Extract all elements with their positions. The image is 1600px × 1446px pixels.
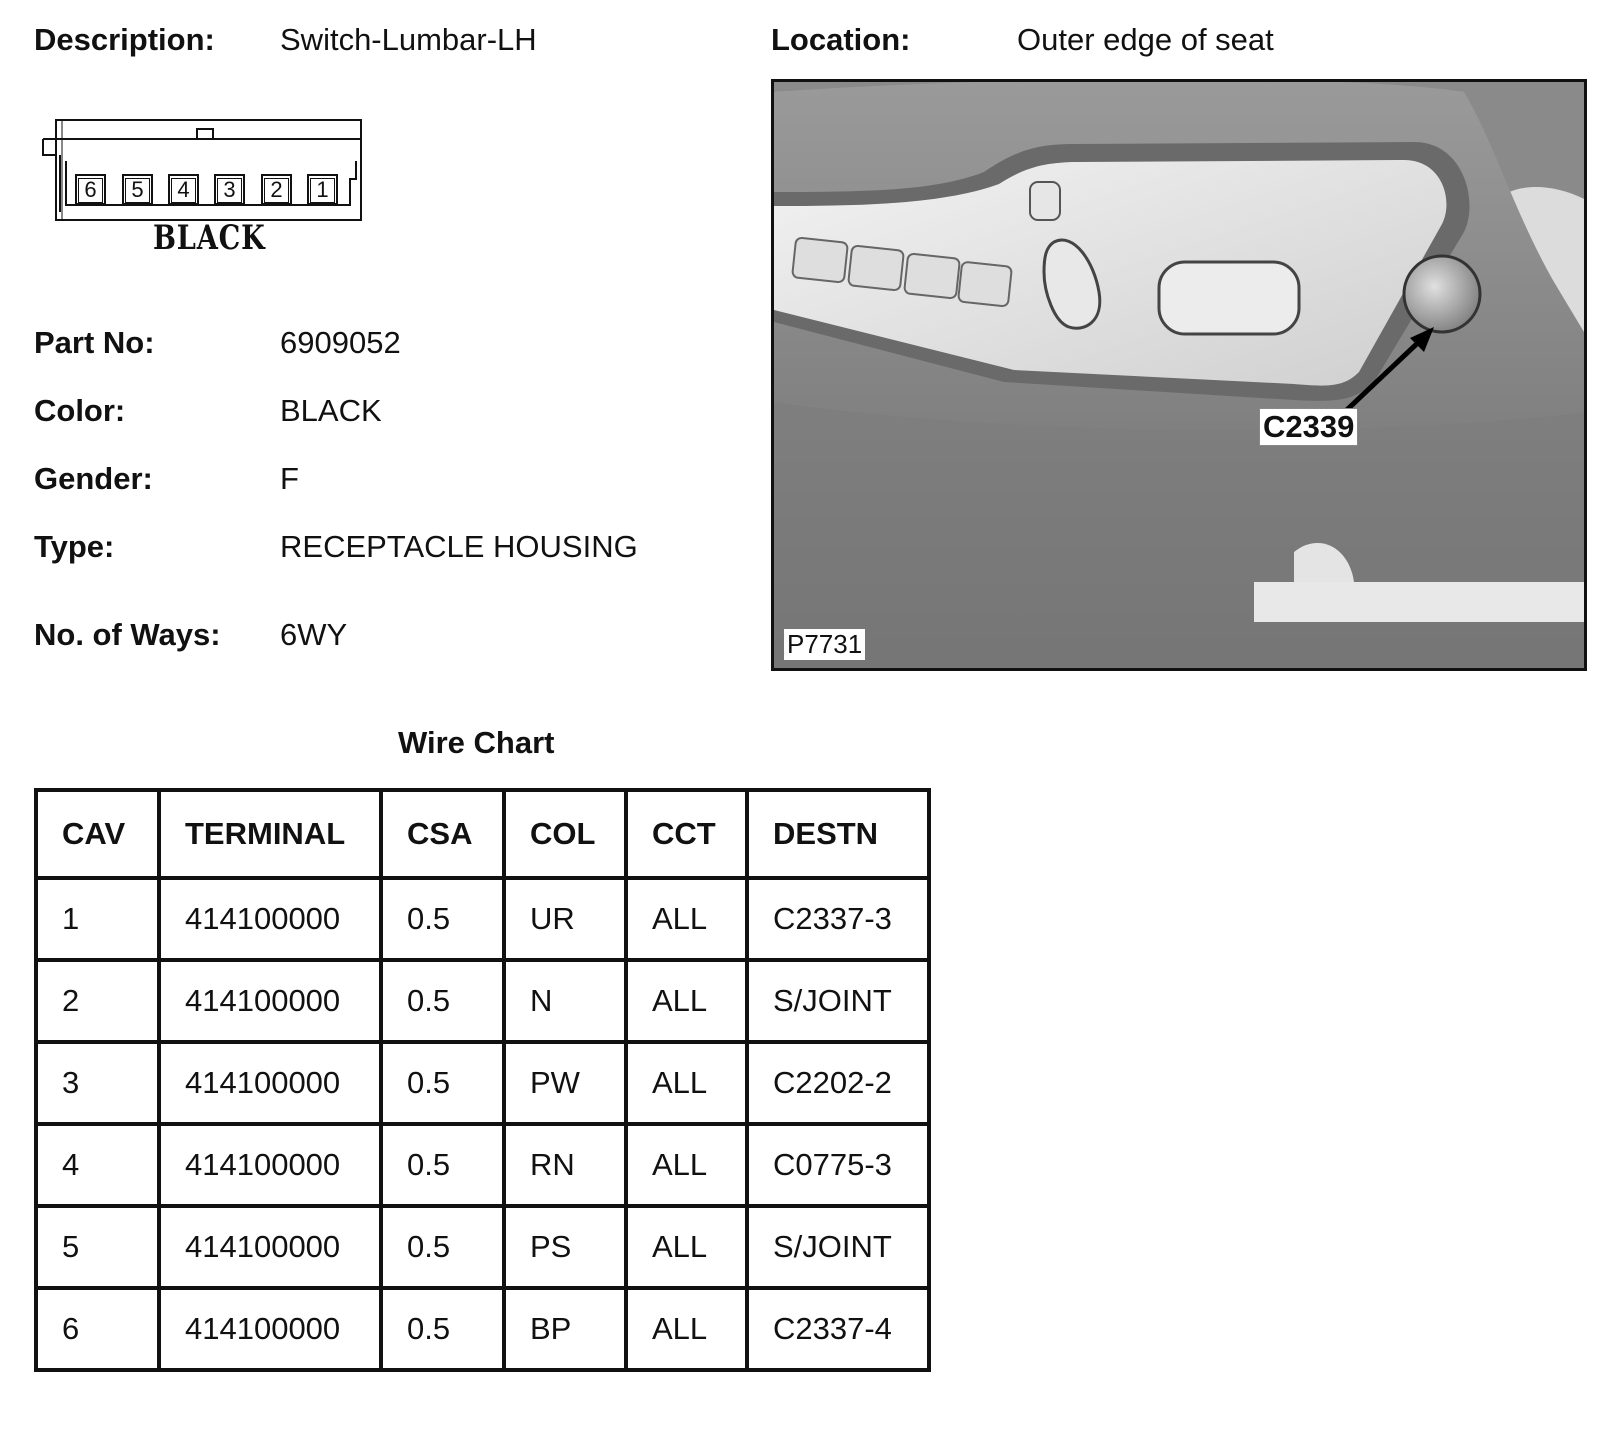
photo-reference-id: P7731 <box>784 629 865 660</box>
table-row <box>36 1042 929 1124</box>
wire-chart-title: Wire Chart <box>398 725 555 760</box>
gender-label: Gender: <box>34 461 153 496</box>
cell-terminal: 414100000 <box>159 1206 381 1288</box>
cell-cav: 5 <box>36 1206 159 1288</box>
cell-terminal: 414100000 <box>159 960 381 1042</box>
color-value: BLACK <box>280 393 382 428</box>
column-header-destn: DESTN <box>747 790 929 878</box>
cell-terminal: 414100000 <box>159 1124 381 1206</box>
cell-destn: C0775-3 <box>747 1124 929 1206</box>
cell-destn: S/JOINT <box>747 960 929 1042</box>
connector-pin <box>168 174 199 205</box>
color-label: Color: <box>34 393 126 428</box>
connector-pin-number: 1 <box>310 178 335 203</box>
column-header-cct: CCT <box>626 790 747 878</box>
connector-pin-number: 3 <box>217 178 242 203</box>
cell-destn: C2337-4 <box>747 1288 929 1370</box>
column-header-csa: CSA <box>381 790 504 878</box>
location-label: Location: <box>771 22 911 57</box>
cell-csa: 0.5 <box>381 960 504 1042</box>
description-value: Switch-Lumbar-LH <box>280 22 537 57</box>
table-row <box>36 1206 929 1288</box>
cell-csa: 0.5 <box>381 1288 504 1370</box>
column-header-col: COL <box>504 790 626 878</box>
cell-cav: 4 <box>36 1124 159 1206</box>
location-photo <box>771 79 1587 671</box>
connector-pin <box>214 174 245 205</box>
location-value: Outer edge of seat <box>1017 22 1274 57</box>
connector-pin-number: 2 <box>264 178 289 203</box>
cell-col: N <box>504 960 626 1042</box>
connector-pin <box>122 174 153 205</box>
table-row <box>36 960 929 1042</box>
cell-terminal: 414100000 <box>159 1042 381 1124</box>
cell-col: BP <box>504 1288 626 1370</box>
type-label: Type: <box>34 529 115 564</box>
connector-pin <box>307 174 338 205</box>
cell-cav: 2 <box>36 960 159 1042</box>
cell-col: RN <box>504 1124 626 1206</box>
cell-cct: ALL <box>626 960 747 1042</box>
column-header-terminal: TERMINAL <box>159 790 381 878</box>
cell-cav: 1 <box>36 878 159 960</box>
connector-pin-number: 6 <box>78 178 103 203</box>
cell-cav: 3 <box>36 1042 159 1124</box>
cell-cct: ALL <box>626 1288 747 1370</box>
cell-destn: C2202-2 <box>747 1042 929 1124</box>
table-header-row <box>36 790 929 878</box>
description-label: Description: <box>34 22 215 57</box>
table-row <box>36 1124 929 1206</box>
type-value: RECEPTACLE HOUSING <box>280 529 638 564</box>
gender-value: F <box>280 461 299 496</box>
cell-cct: ALL <box>626 1124 747 1206</box>
table-row <box>36 1288 929 1370</box>
cell-cct: ALL <box>626 1042 747 1124</box>
connector-callout-label: C2339 <box>1259 408 1358 446</box>
cell-destn: S/JOINT <box>747 1206 929 1288</box>
cell-terminal: 414100000 <box>159 878 381 960</box>
cell-cct: ALL <box>626 1206 747 1288</box>
cell-cct: ALL <box>626 878 747 960</box>
ways-value: 6WY <box>280 617 348 652</box>
seat-illustration <box>774 82 1587 671</box>
cell-col: UR <box>504 878 626 960</box>
cell-col: PS <box>504 1206 626 1288</box>
part-no-value: 6909052 <box>280 325 401 360</box>
cell-terminal: 414100000 <box>159 1288 381 1370</box>
connector-pin-number: 4 <box>171 178 196 203</box>
table-row <box>36 878 929 960</box>
connector-pin-number: 5 <box>125 178 150 203</box>
cell-destn: C2337-3 <box>747 878 929 960</box>
cell-cav: 6 <box>36 1288 159 1370</box>
column-header-cav: CAV <box>36 790 159 878</box>
cell-csa: 0.5 <box>381 1042 504 1124</box>
wire-chart-table <box>34 788 931 1372</box>
ways-label: No. of Ways: <box>34 617 221 652</box>
cell-csa: 0.5 <box>381 1124 504 1206</box>
connector-color-label: BLACK <box>153 218 266 258</box>
cell-csa: 0.5 <box>381 878 504 960</box>
connector-pin <box>261 174 292 205</box>
cell-col: PW <box>504 1042 626 1124</box>
cell-csa: 0.5 <box>381 1206 504 1288</box>
part-no-label: Part No: <box>34 325 155 360</box>
connector-pin <box>75 174 106 205</box>
